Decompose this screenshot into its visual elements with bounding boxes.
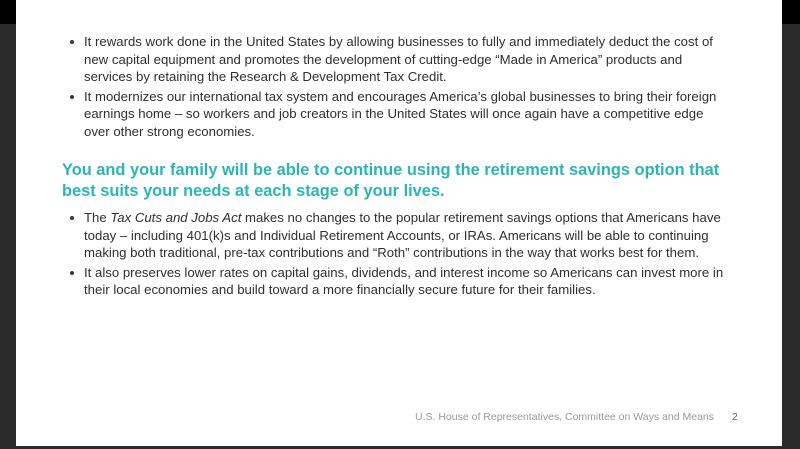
bullet-icon	[70, 95, 74, 99]
page-number: 2	[732, 411, 738, 423]
list-item	[70, 33, 730, 86]
bullet-text-prefix: The	[84, 210, 111, 225]
bullet-text: It modernizes our international tax system and encourages America’s global businesses to bring their foreign earnings home – so workers and job creators in the United States will once again have a competitive edge over other strong economies.	[84, 88, 717, 139]
document-page	[16, 0, 782, 446]
bullet-text: It rewards work done in the United States by allowing businesses to fully and immediately deduct the cost of new capital equipment and promotes the development of cutting-edge “Made in America” products and services by retaining the Research & Development Tax Credit.	[84, 34, 713, 85]
footer-organization: U.S. House of Representatives, Committee on Ways and Means	[415, 411, 714, 423]
bullet-icon	[70, 216, 74, 220]
section-heading: You and your family will be able to continue using the retirement savings option that best suits your needs at each stage of your lives.	[62, 161, 720, 200]
bullet-icon	[70, 271, 74, 275]
list-item	[70, 88, 730, 141]
bullet-list-retirement	[70, 209, 730, 301]
act-name: Tax Cuts and Jobs Act	[110, 210, 242, 225]
bullet-text-rest: makes no changes to the popular retirement savings options that Americans have today – including 401(k)s and Individual Retirement Accounts, or IRAs. Americans will be able to continuing making both traditional, pre-tax contributions and “Roth” contributions in the way that works best for them.	[84, 210, 721, 261]
list-item	[70, 264, 730, 299]
bullet-text: It also preserves lower rates on capital gains, dividends, and interest income so Americans can invest more in their local economies and build toward a more financially secure future for their families.	[84, 264, 724, 298]
bullet-list-top	[70, 33, 730, 143]
bullet-icon	[70, 40, 74, 44]
list-item	[70, 209, 730, 262]
